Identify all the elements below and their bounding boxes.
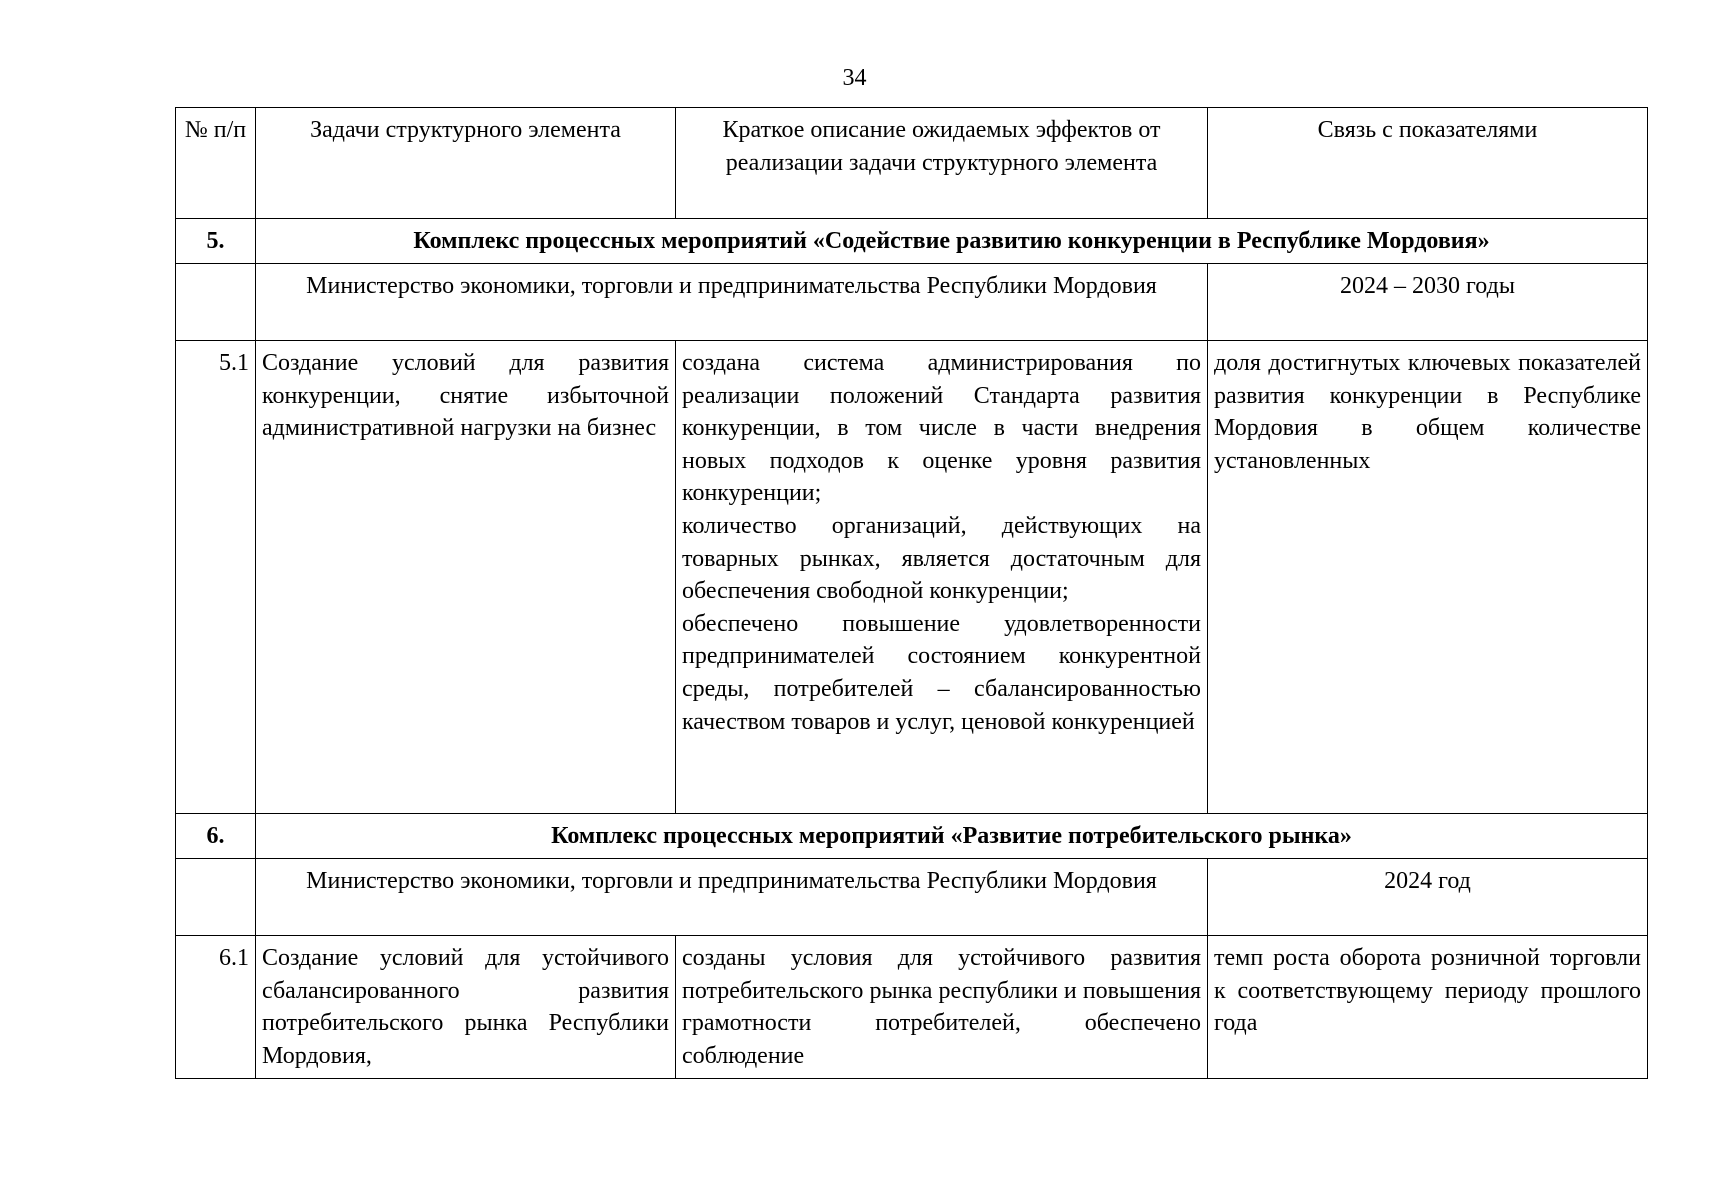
section-number: 5. xyxy=(176,219,256,264)
effect-item: обеспечено повышение удовлетворенности предпринимателей состоянием конкурентной среды, потребителей – сбалансированностью качеством товаров и услуг, ценовой конкуренцией xyxy=(682,610,1201,735)
task-description: Создание условий для устойчивого сбалансированного развития потребительского рынка Республики Мордовия, xyxy=(256,936,676,1079)
responsible-executor: Министерство экономики, торговли и предпринимательства Республики Мордовия xyxy=(256,859,1208,936)
task-number: 6.1 xyxy=(176,936,256,1079)
responsible-number-cell xyxy=(176,859,256,936)
responsible-row xyxy=(176,859,1648,936)
program-table xyxy=(175,107,1648,1079)
page-number: 34 xyxy=(842,65,867,91)
effect-item: созданы условия для устойчивого развития потребительского рынка республики и повышения грамотности потребителей, обеспечено соблюдение xyxy=(682,945,1201,1069)
task-number: 5.1 xyxy=(176,341,256,814)
implementation-period: 2024 – 2030 годы xyxy=(1208,264,1648,341)
section-number: 6. xyxy=(176,814,256,859)
related-indicator: доля достигнутых ключевых показателей развития конкуренции в Республике Мордовия в общем количестве установленных xyxy=(1208,341,1648,814)
responsible-executor: Министерство экономики, торговли и предпринимательства Республики Мордовия xyxy=(256,264,1208,341)
section-row xyxy=(176,814,1648,859)
header-number: № п/п xyxy=(176,108,256,219)
task-row xyxy=(176,936,1648,1079)
section-title: Комплекс процессных мероприятий «Содействие развитию конкуренции в Республике Мордовия» xyxy=(256,219,1648,264)
related-indicator: темп роста оборота розничной торговли к соответствующему периоду прошлого года xyxy=(1208,936,1648,1079)
effect-item: количество организаций, действующих на товарных рынках, является достаточным для обеспечения свободной конкуренции; xyxy=(682,512,1201,605)
header-indicators: Связь с показателями xyxy=(1208,108,1648,219)
expected-effects xyxy=(676,341,1208,814)
task-row xyxy=(176,341,1648,814)
section-row xyxy=(176,219,1648,264)
implementation-period: 2024 год xyxy=(1208,859,1648,936)
responsible-row xyxy=(176,264,1648,341)
responsible-number-cell xyxy=(176,264,256,341)
section-title: Комплекс процессных мероприятий «Развитие потребительского рынка» xyxy=(256,814,1648,859)
task-description: Создание условий для развития конкуренции, снятие избыточной административной нагрузки на бизнес xyxy=(256,341,676,814)
effect-item: создана система администрирования по реализации положений Стандарта развития конкуренции, в том числе в части внедрения новых подходов к оценке уровня развития конкуренции; xyxy=(682,350,1201,507)
header-effects: Краткое описание ожидаемых эффектов от реализации задачи структурного элемента xyxy=(676,108,1208,219)
header-tasks: Задачи структурного элемента xyxy=(256,108,676,219)
expected-effects xyxy=(676,936,1208,1079)
table-header-row xyxy=(176,108,1648,219)
